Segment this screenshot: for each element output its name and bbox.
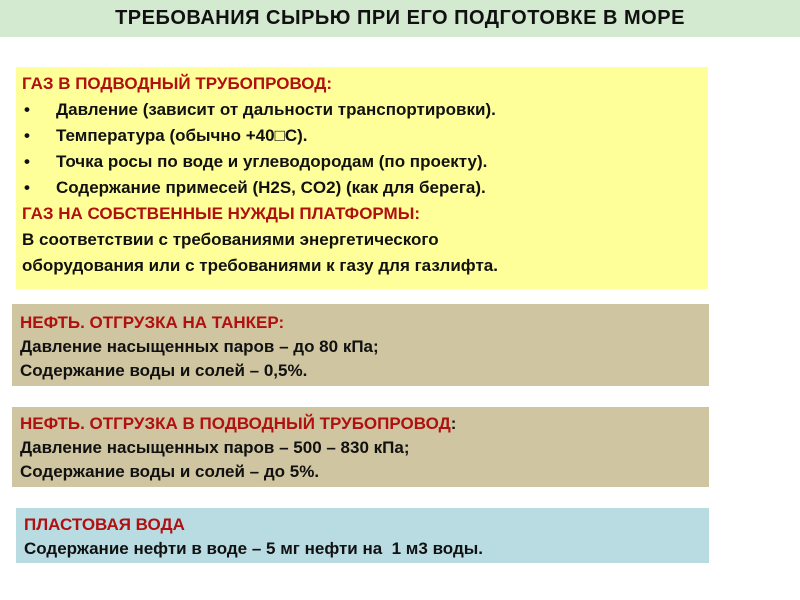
bullet: •: [24, 100, 30, 119]
list-item-text: Температура (обычно +40□С).: [56, 126, 308, 145]
title-bar: [0, 0, 800, 37]
platform-gas-heading: ГАЗ НА СОБСТВЕННЫЕ НУЖДЫ ПЛАТФОРМЫ:: [22, 204, 420, 223]
oil-tanker-line: Содержание воды и солей – 0,5%.: [20, 361, 308, 380]
gas-pipeline-heading: ГАЗ В ПОДВОДНЫЙ ТРУБОПРОВОД:: [22, 74, 333, 93]
page-title: ТРЕБОВАНИЯ СЫРЬЮ ПРИ ЕГО ПОДГОТОВКЕ В МОРЕ: [115, 7, 685, 29]
list-item: [22, 97, 698, 123]
bullet: •: [24, 152, 30, 171]
oil-tanker-line: Давление насыщенных паров – до 80 кПа;: [20, 337, 379, 356]
bullet: •: [24, 178, 30, 197]
oil-pipeline-line: Содержание воды и солей – до 5%.: [20, 462, 320, 481]
oil-pipeline-heading: НЕФТЬ. ОТГРУЗКА В ПОДВОДНЫЙ ТРУБОПРОВОД: [20, 414, 451, 433]
oil-tanker-heading: НЕФТЬ. ОТГРУЗКА НА ТАНКЕР:: [20, 313, 285, 332]
list-item-text: Давление (зависит от дальности транспортировки).: [56, 100, 496, 119]
bullet: •: [24, 126, 30, 145]
list-item: [22, 175, 698, 201]
formation-water-line: Содержание нефти в воде – 5 мг нефти на 1 м3 воды.: [24, 539, 483, 558]
formation-water-box: [16, 508, 709, 563]
oil-pipeline-line: Давление насыщенных паров – 500 – 830 кПа;: [20, 438, 410, 457]
gas-requirements-list: [22, 97, 698, 201]
oil-pipeline-box: [12, 407, 709, 487]
list-item: [22, 149, 698, 175]
gas-requirements-box: [16, 67, 708, 289]
platform-gas-text-line: оборудования или с требованиями к газу для газлифта.: [22, 256, 498, 275]
list-item-text: Содержание примесей (H2S, CO2) (как для берега).: [56, 178, 486, 197]
list-item: [22, 123, 698, 149]
list-item-text: Точка росы по воде и углеводородам (по проекту).: [56, 152, 488, 171]
formation-water-heading: ПЛАСТОВАЯ ВОДА: [24, 515, 185, 534]
platform-gas-text-line: В соответствии с требованиями энергетического: [22, 230, 439, 249]
oil-pipeline-heading-colon: :: [450, 414, 457, 433]
oil-tanker-box: [12, 304, 709, 386]
